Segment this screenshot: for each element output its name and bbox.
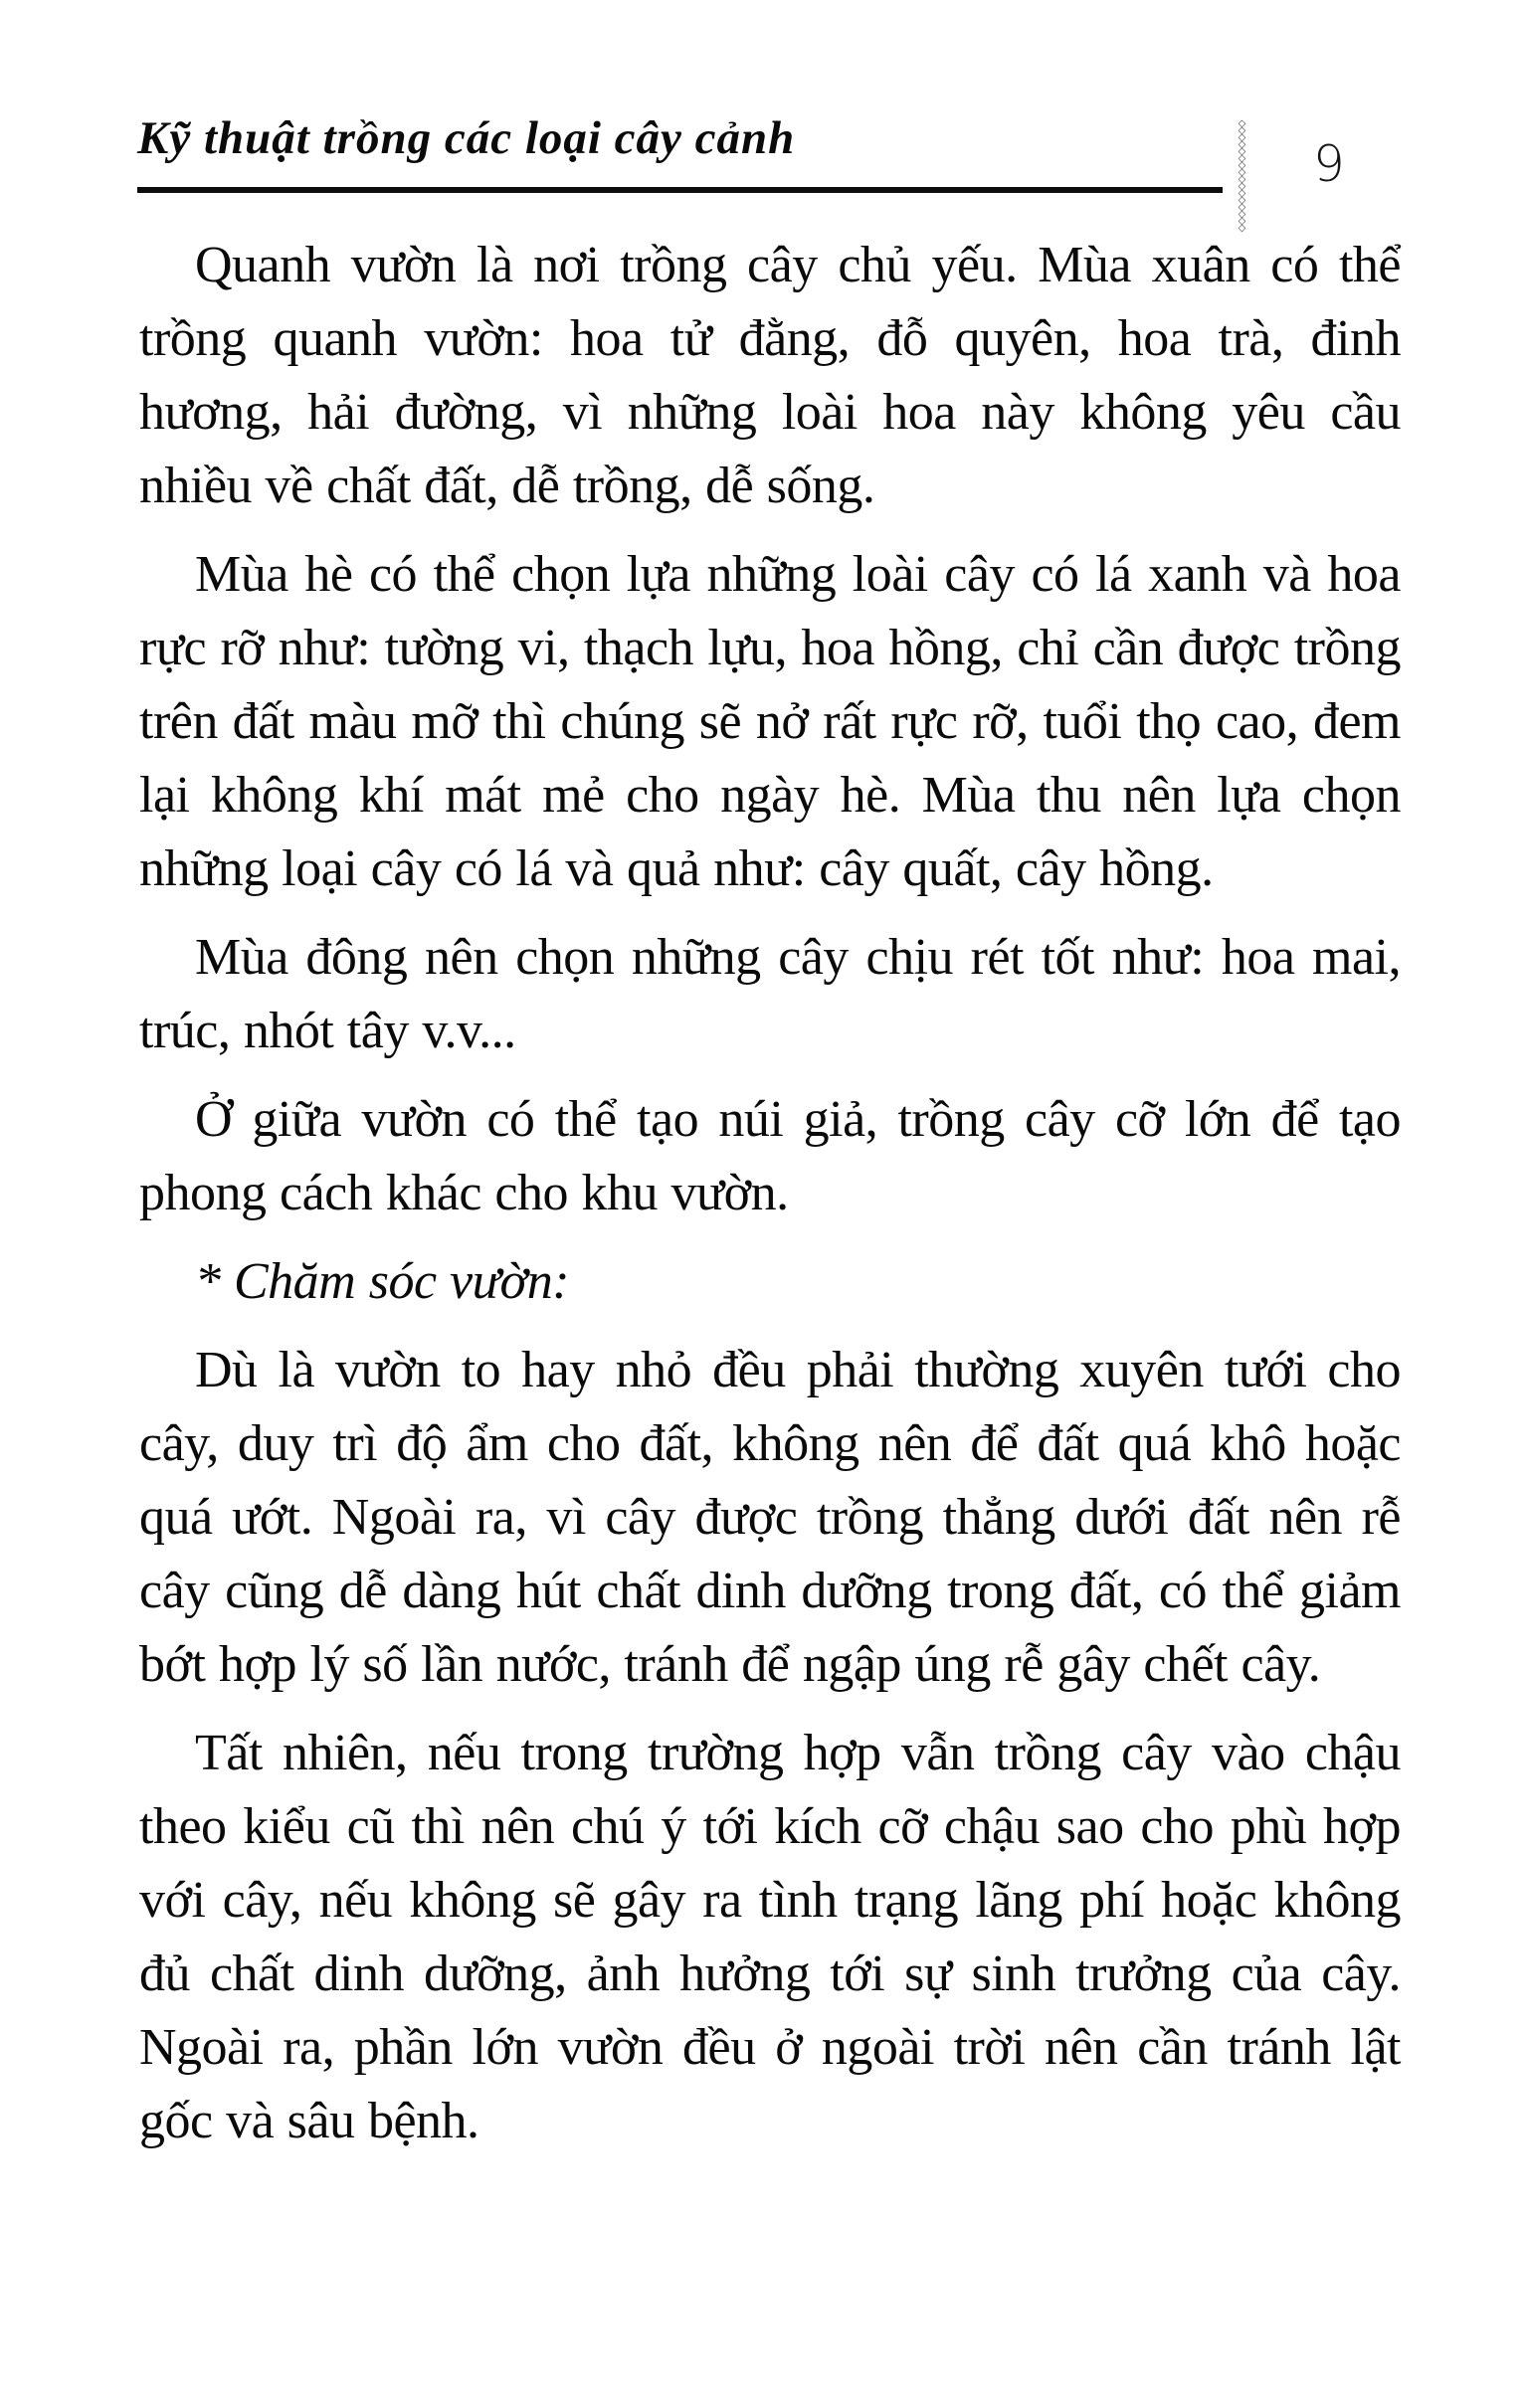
paragraph: Mùa đông nên chọn những cây chịu rét tốt như: hoa mai, trúc, nhót tây v.v...	[139, 929, 1401, 1059]
paragraph: Tất nhiên, nếu trong trường hợp vẫn trồng cây vào chậu theo kiểu cũ thì nên chú ý tới kích cỡ chậu sao cho phù hợp với cây, nếu không sẽ gây ra tình trạng lãng phí hoặc không đủ chất dinh dưỡng, ảnh hưởng tới sự sinh trưởng của cây. Ngoài ra, phần lớn vườn đều ở ngoài trời nên cần tránh lật gốc và sâu bệnh.	[139, 1725, 1401, 2149]
paragraph: Ở giữa vườn có thể tạo núi giả, trồng cây cỡ lớn để tạo phong cách khác cho khu vườn.	[139, 1091, 1401, 1221]
paragraph: Dù là vườn to hay nhỏ đều phải thường xuyên tưới cho cây, duy trì độ ẩm cho đất, không nên để đất quá khô hoặc quá ướt. Ngoài ra, vì cây được trồng thẳng dưới đất nên rễ cây cũng dễ dàng hút chất dinh dưỡng trong đất, có thể giảm bớt hợp lý số lần nước, tránh để ngập úng rễ gây chết cây.	[139, 1342, 1401, 1693]
paragraph: Mùa hè có thể chọn lựa những loài cây có lá xanh và hoa rực rỡ như: tường vi, thạch lựu, hoa hồng, chỉ cần được trồng trên đất màu mỡ thì chúng sẽ nở rất rực rỡ, tuổi thọ cao, đem lại không khí mát mẻ cho ngày hè. Mùa thu nên lựa chọn những loại cây có lá và quả như: cây quất, cây hồng.	[139, 546, 1401, 897]
running-head-title: Kỹ thuật trồng các loại cây cảnh	[137, 112, 796, 164]
diamond-chain-divider-icon: ◇◇◇◇◇◇◇◇◇◇◇◇◇◇◇◇	[1237, 118, 1247, 230]
page-body	[139, 229, 1401, 2173]
text-content	[139, 229, 1401, 2158]
page-number: 9	[1313, 135, 1345, 193]
section-subheading: * Chăm sóc vườn:	[195, 1253, 570, 1310]
header-rule	[137, 187, 1223, 193]
paragraph: Quanh vườn là nơi trồng cây chủ yếu. Mùa xuân có thể trồng quanh vườn: hoa tử đằng, đỗ quyên, hoa trà, đinh hương, hải đường, vì những loài hoa này không yêu cầu nhiều về chất đất, dễ trồng, dễ sống.	[139, 237, 1401, 514]
